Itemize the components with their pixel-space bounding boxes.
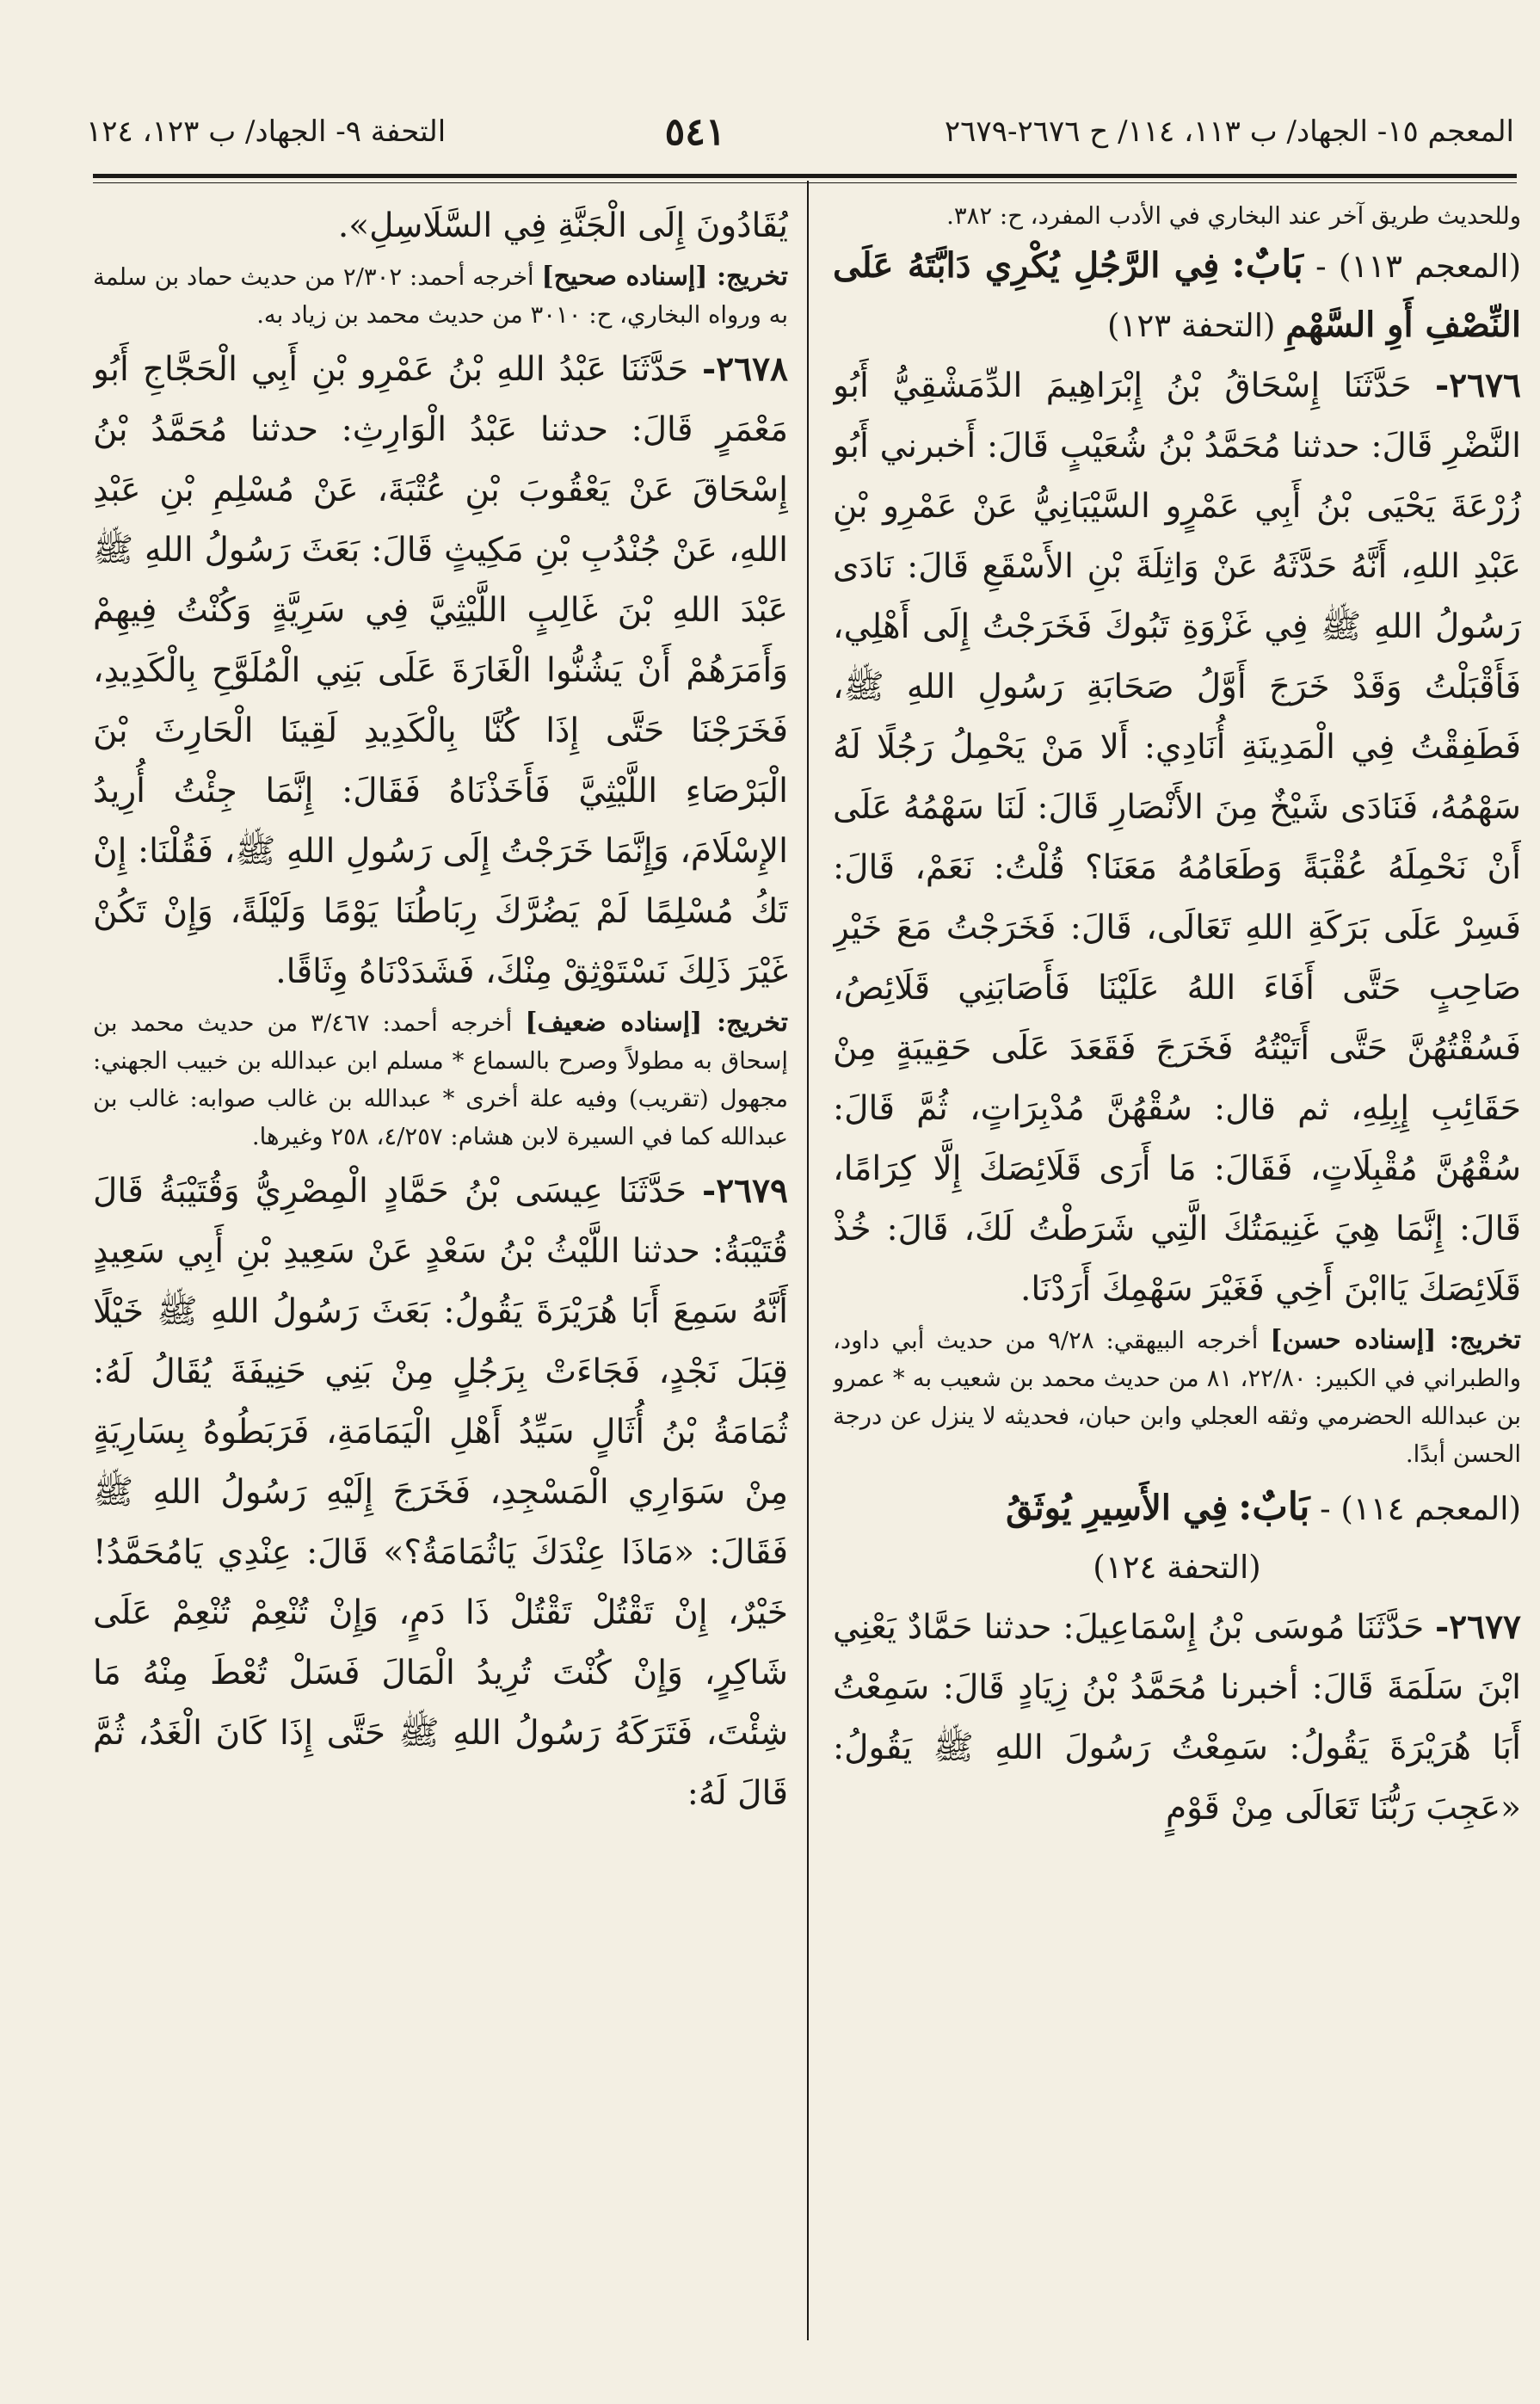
takhrij-text: أخرجه أحمد: ٢/٣٠٢ من حديث حماد بن سلمة به ورواه البخاري، ح: ٣٠١٠ من حديث محمد بن زياد به. (93, 263, 788, 329)
takhrij-text: أخرجه البيهقي: ٩/٢٨ من حديث أبي داود، والطبراني في الكبير: ٢٢/٨٠، ٨١ من حديث محمد بن شعيب به * عمرو بن عبدالله الحضرمي وثقه العجلي وابن حبان، فحديثه لا ينزل عن درجة الحسن أبدًا. (833, 1327, 1521, 1468)
column-divider (807, 181, 809, 2340)
takhrij-2677 (93, 258, 788, 334)
chapter-prefix: (المعجم ١١٣) - (1315, 248, 1521, 285)
page-number: ٥٤١ (664, 109, 726, 154)
chapter-heading-113 (833, 236, 1521, 355)
header-rule-thin (93, 182, 1517, 183)
hadith-2676 (833, 355, 1521, 1320)
chapter-prefix: (المعجم ١١٤) - (1320, 1490, 1521, 1527)
chapter-bab: بَابٌ: (1231, 243, 1303, 287)
left-column (93, 196, 788, 2347)
takhrij-2676 (833, 1322, 1521, 1473)
header-left: التحفة ٩- الجهاد/ ب ١٢٣، ١٢٤ (86, 114, 447, 149)
chapter-tuhfa: (التحفة ١٢٣) (1107, 307, 1276, 344)
takhrij-label: تخريج: [إسناده صحيح] (541, 262, 788, 292)
intro-note: وللحديث طريق آخر عند البخاري في الأدب المفرد، ح: ٣٨٢. (946, 202, 1521, 230)
chapter-tuhfa-114: (التحفة ١٢٤) (1093, 1549, 1261, 1586)
hadith-2679 (93, 1161, 788, 1824)
chapter-heading-114 (833, 1478, 1521, 1538)
right-column (833, 196, 1521, 2347)
hadith-text: حَدَّثَنَا إِسْحَاقُ بْنُ إِبْرَاهِيمَ الدِّمَشْقِيُّ أَبُو النَّضْرِ قَالَ: حدثنا مُحَمَّدُ بْنُ شُعَيْبٍ قَالَ: أَخبرني أَبُو زُرْعَةَ يَحْيَى بْنُ أَبِي عَمْرٍو السَّيْبَانِيُّ عَنْ عَمْرِو بْنِ عَبْدِ اللهِ، أَنَّهُ حَدَّثَهُ عَنْ وَاثِلَةَ بْنِ الأَسْقَعِ قَالَ: نَادَى رَسُولُ اللهِ ﷺ فِي غَزْوَةِ تَبُوكَ فَخَرَجْتُ إِلَى أَهْلِي، فَأَقْبَلْتُ وَقَدْ خَرَجَ أَوَّلُ صَحَابَةِ رَسُولِ اللهِ ﷺ، فَطَفِقْتُ فِي الْمَدِينَةِ أُنَادِي: أَلا مَنْ يَحْمِلُ رَجُلًا لَهُ سَهْمُهُ، فَنَادَى شَيْخٌ مِنَ الأَنْصَارِ قَالَ: لَنَا سَهْمُهُ عَلَى أَنْ نَحْمِلَهُ عُقْبَةً وَطَعَامُهُ مَعَنَا؟ قُلْتُ: نَعَمْ، قَالَ: فَسِرْ عَلَى بَرَكَةِ اللهِ تَعَالَى، قَالَ: فَخَرَجْتُ مَعَ خَيْرِ صَاحِبٍ حَتَّى أَفَاءَ اللهُ عَلَيْنَا فَأَصَابَنِي قَلَائِصُ، فَسُقْتُهُنَّ حَتَّى أَتَيْتُهُ فَخَرَجَ فَقَعَدَ عَلَى حَقِيبَةٍ مِنْ حَقَائِبِ إِبِلِهِ، ثم قال: سُقْهُنَّ مُدْبِرَاتٍ، ثُمَّ قَالَ: سُقْهُنَّ مُقْبِلَاتٍ، فَقَالَ: مَا أَرَى قَلَائِصَكَ إِلَّا كِرَامًا، قَالَ: إِنَّمَا هِيَ غَنِيمَتُكَ الَّتِي شَرَطْتُ لَكَ، قَالَ: خُذْ قَلَائِصَكَ يَاابْنَ أَخِي فَغَيْرَ سَهْمِكَ أَرَدْنَا. (833, 367, 1521, 1309)
takhrij-text: أخرجه أحمد: ٣/٤٦٧ من حديث محمد بن إسحاق به مطولاً وصرح بالسماع * مسلم ابن عبدالله بن خبيب الجهني: مجهول (تقريب) وفيه علة أخرى * عبدالله بن غالب صوابه: غالب بن عبدالله كما في السيرة لابن هشام: ٤/٢٥٧، ٢٥٨ وغيرها. (93, 1009, 788, 1150)
hadith-number: ٢٦٧٨- (702, 349, 788, 389)
hadith-text: حَدَّثَنَا عَبْدُ اللهِ بْنُ عَمْرِو بْنِ أَبِي الْحَجَّاجِ أَبُو مَعْمَرٍ قَالَ: حدثنا عَبْدُ الْوَارِثِ: حدثنا مُحَمَّدُ بْنُ إِسْحَاقَ عَنْ يَعْقُوبَ بْنِ عُتْبَةَ، عَنْ مُسْلِمِ بْنِ عَبْدِ اللهِ، عَنْ جُنْدُبِ بْنِ مَكِيثٍ قَالَ: بَعَثَ رَسُولُ اللهِ ﷺ عَبْدَ اللهِ بْنَ غَالِبٍ اللَّيْثِيَّ فِي سَرِيَّةٍ وَكُنْتُ فِيهِمْ وَأَمَرَهُمْ أَنْ يَشُنُّوا الْغَارَةَ عَلَى بَنِي الْمُلَوَّحِ بِالْكَدِيدِ، فَخَرَجْنَا حَتَّى إِذَا كُنَّا بِالْكَدِيدِ لَقِينَا الْحَارِثَ بْنَ الْبَرْصَاءِ اللَّيْثِيَّ فَأَخَذْنَاهُ فَقَالَ: إِنَّمَا جِئْتُ أُرِيدُ الإِسْلَامَ، وَإِنَّمَا خَرَجْتُ إِلَى رَسُولِ اللهِ ﷺ، فَقُلْنَا: إِنْ تَكُ مُسْلِمًا لَمْ يَضُرَّكَ رِبَاطُنَا يَوْمًا وَلَيْلَةً، وَإِنْ تَكُنْ غَيْرَ ذَلِكَ نَسْتَوْثِقْ مِنْكَ، فَشَدَدْنَاهُ وِثَاقًا. (93, 350, 788, 991)
takhrij-2678 (93, 1004, 788, 1156)
chapter-bab: بَابٌ: (1238, 1485, 1310, 1529)
hadith-number: ٢٦٧٩- (702, 1171, 788, 1211)
hadith-text: حَدَّثَنَا مُوسَى بْنُ إِسْمَاعِيلَ: حدثنا حَمَّادٌ يَعْنِي ابْنَ سَلَمَةَ قَالَ: أخبرنا مُحَمَّدُ بْنُ زِيَادٍ قَالَ: سَمِعْتُ أَبَا هُرَيْرَةَ يَقُولُ: سَمِعْتُ رَسُولَ اللهِ ﷺ يَقُولُ: «عَجِبَ رَبُّنَا تَعَالَى مِنْ قَوْمٍ (833, 1608, 1521, 1828)
running-header (86, 102, 1514, 162)
takhrij-label: تخريج: [إسناده حسن] (1270, 1325, 1521, 1355)
header-right: المعجم ١٥- الجهاد/ ب ١١٣، ١١٤/ ح ٢٦٧٦-٢٦٧٩ (944, 114, 1514, 149)
header-rule-thick (93, 174, 1517, 178)
hadith-2677-end: يُقَادُونَ إِلَى الْجَنَّةِ فِي السَّلَاسِلِ». (337, 206, 788, 245)
hadith-text: حَدَّثَنَا عِيسَى بْنُ حَمَّادٍ الْمِصْرِيُّ وَقُتَيْبَةُ قَالَ قُتَيْبَةُ: حدثنا اللَّيْثُ بْنُ سَعْدٍ عَنْ سَعِيدِ بْنِ أَبِي سَعِيدٍ أَنَّهُ سَمِعَ أَبَا هُرَيْرَةَ يَقُولُ: بَعَثَ رَسُولُ اللهِ ﷺ خَيْلًا قِبَلَ نَجْدٍ، فَجَاءَتْ بِرَجُلٍ مِنْ بَنِي حَنِيفَةَ يُقَالُ لَهُ: ثُمَامَةُ بْنُ أُثَالٍ سَيِّدُ أَهْلِ الْيَمَامَةِ، فَرَبَطُوهُ بِسَارِيَةٍ مِنْ سَوَارِي الْمَسْجِدِ، فَخَرَجَ إِلَيْهِ رَسُولُ اللهِ ﷺ فَقَالَ: «مَاذَا عِنْدَكَ يَاثُمَامَةُ؟» قَالَ: عِنْدِي يَامُحَمَّدُ! خَيْرٌ، إِنْ تَقْتُلْ تَقْتُلْ ذَا دَمٍ، وَإِنْ تُنْعِمْ تُنْعِمْ عَلَى شَاكِرٍ، وَإِنْ كُنْتَ تُرِيدُ الْمَالَ فَسَلْ تُعْطَ مِنْهُ مَا شِئْتَ، فَتَرَكَهُ رَسُولُ اللهِ ﷺ حَتَّى إِذَا كَانَ الْغَدُ، ثُمَّ قَالَ لَهُ: (93, 1172, 788, 1813)
takhrij-label: تخريج: [إسناده ضعيف] (525, 1008, 788, 1038)
hadith-number: ٢٦٧٧- (1435, 1607, 1521, 1647)
hadith-2677 (833, 1597, 1521, 1839)
hadith-number: ٢٦٧٦- (1435, 366, 1521, 405)
chapter-title: فِي الأَسِيرِ يُوثَقُ (1006, 1488, 1229, 1528)
chapter-title: فِي الرَّجُلِ يُكْرِي دَابَّتَهُ عَلَى النِّصْفِ أَوِ السَّهْمِ (833, 245, 1521, 345)
hadith-2678 (93, 339, 788, 1002)
